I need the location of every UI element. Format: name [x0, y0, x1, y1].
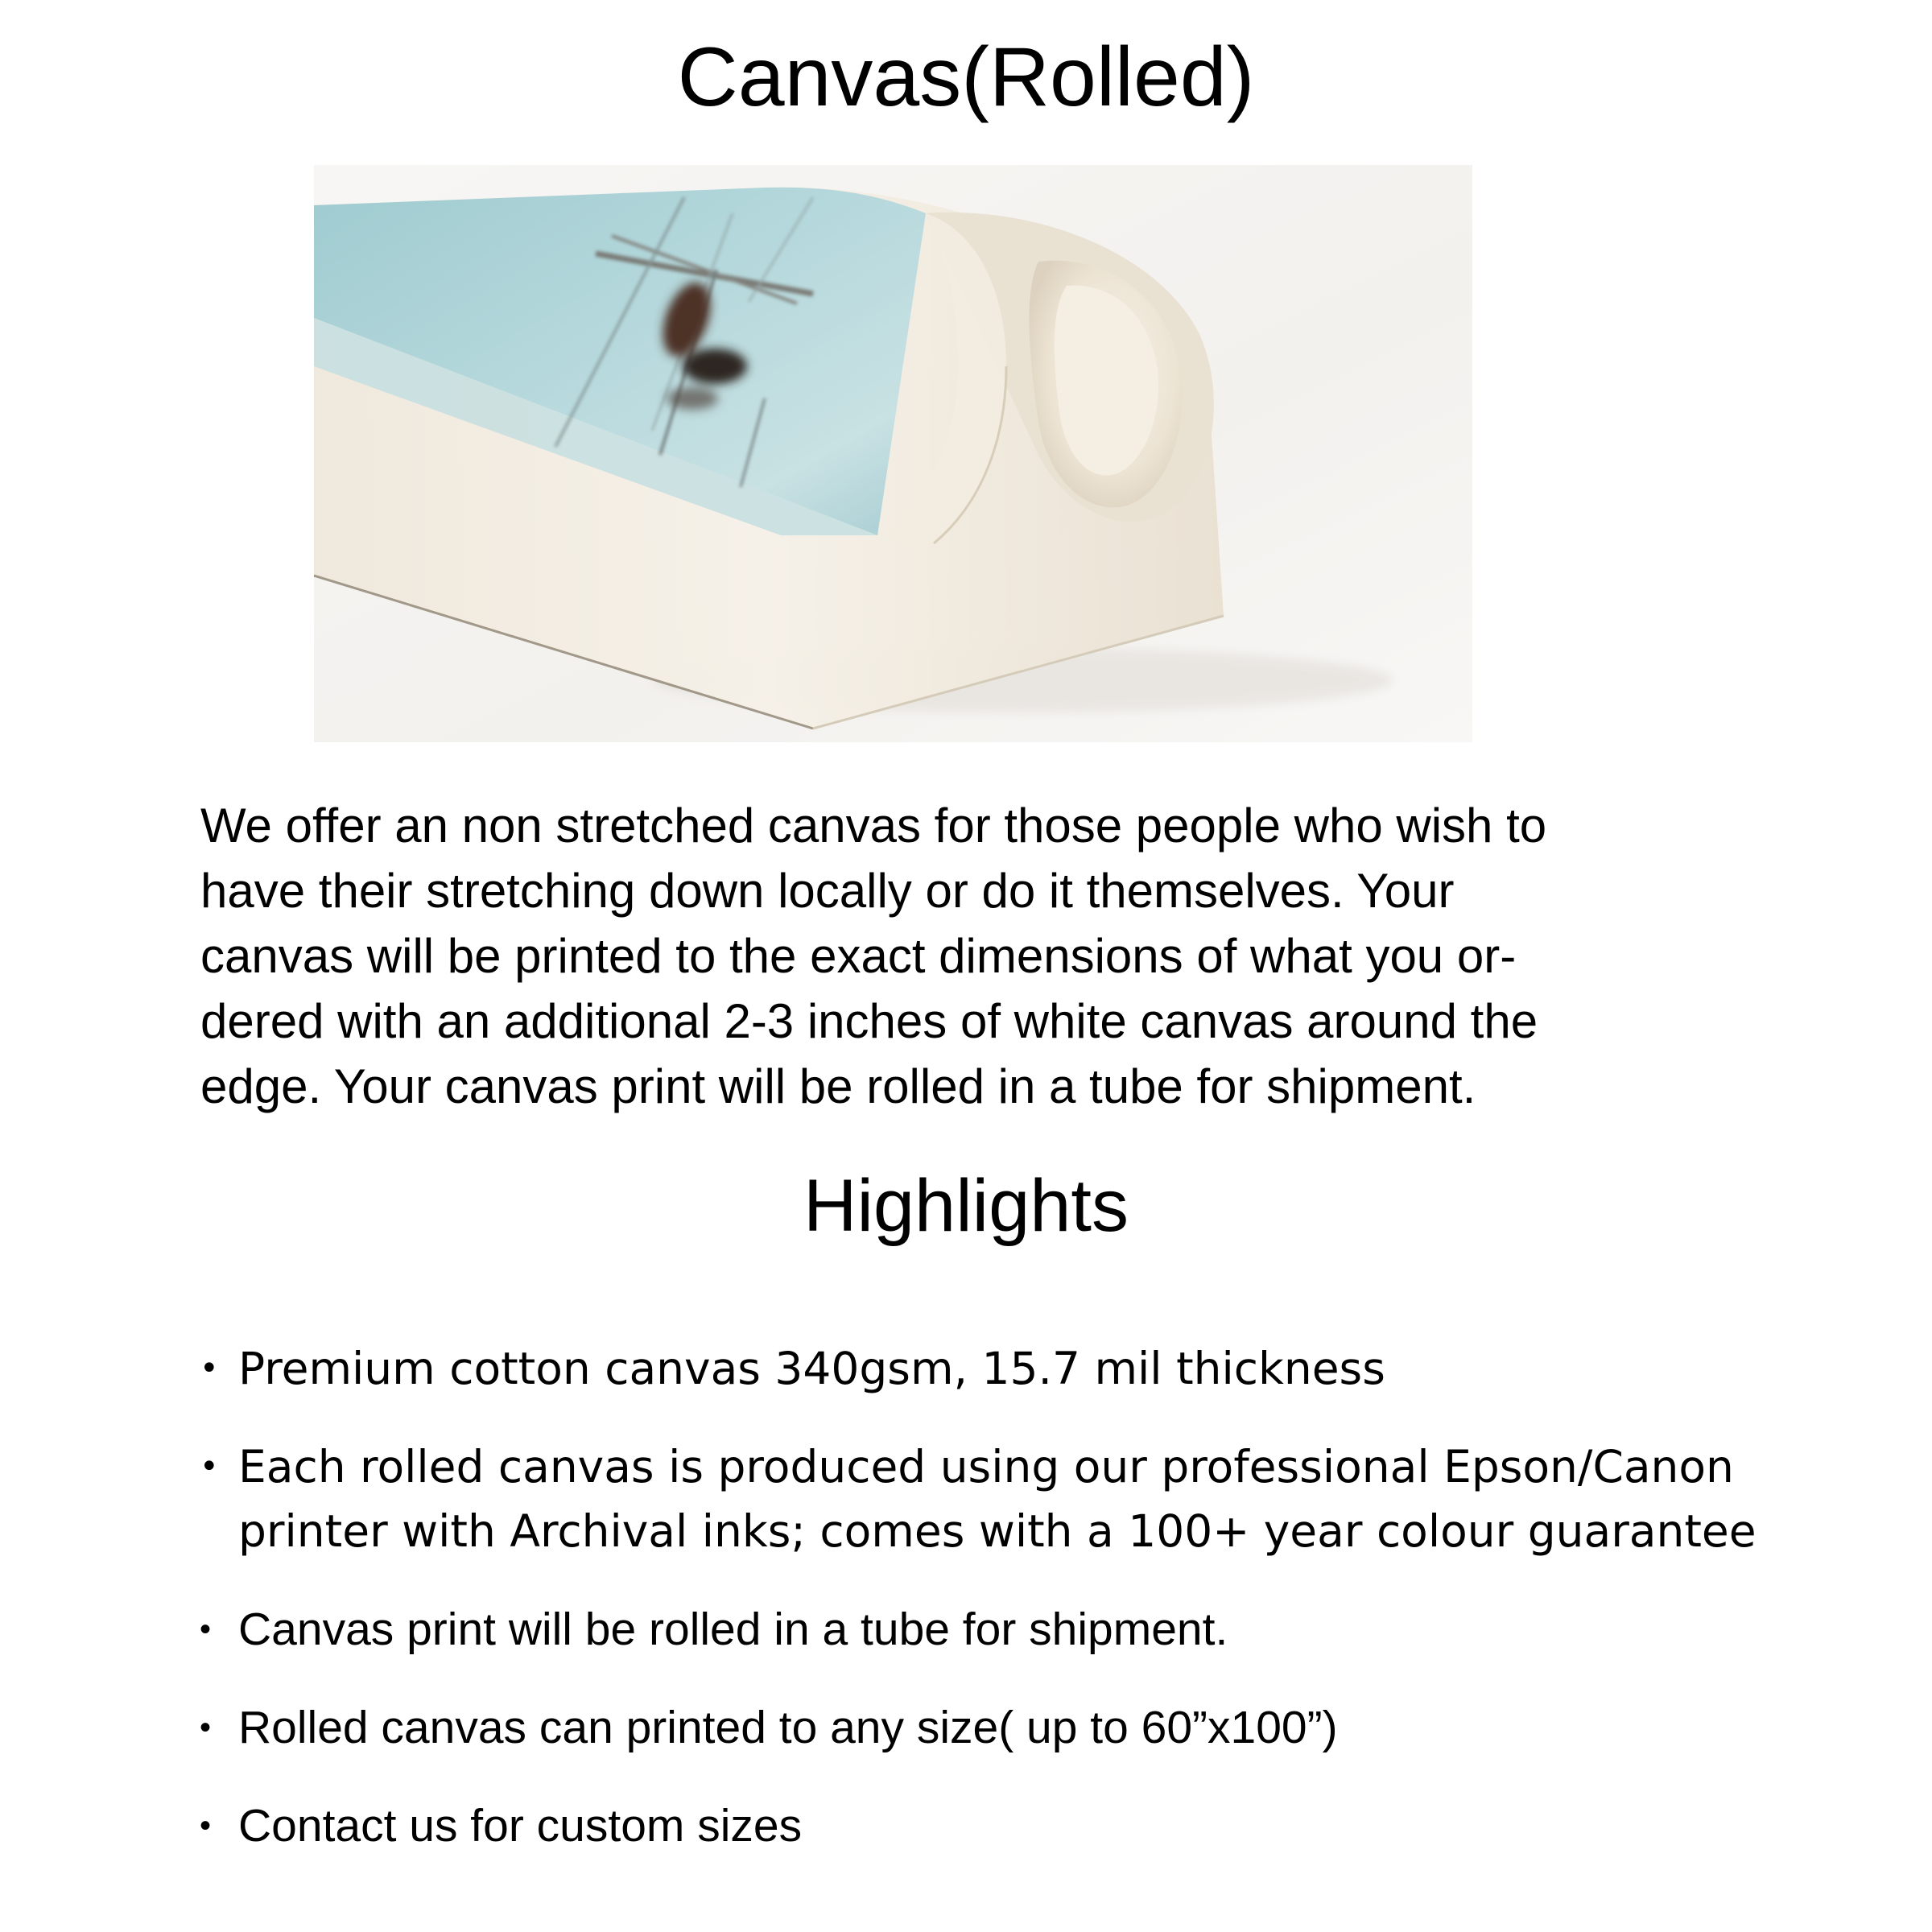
description-line: We offer an non stretched canvas for those people who wish to [200, 799, 1547, 852]
highlight-text: Premium cotton canvas 340gsm, 15.7 mil thickness [238, 1343, 1385, 1394]
highlight-item [200, 1435, 1826, 1563]
highlight-item [200, 1336, 1826, 1401]
highlights-heading: Highlights [803, 1165, 1129, 1247]
highlight-text: printer with Archival inks; comes with a 100+ year colour guarantee [238, 1505, 1757, 1557]
bullet-icon: • [200, 1710, 212, 1745]
page-title: Canvas(Rolled) [677, 31, 1255, 124]
highlight-item [200, 1695, 1826, 1760]
description-line: edge. Your canvas print will be rolled in a tube for shipment. [200, 1059, 1476, 1113]
description-paragraph [200, 793, 1778, 1119]
rolled-canvas-illustration [314, 165, 1472, 742]
highlight-text: Canvas print will be rolled in a tube for shipment. [238, 1604, 1228, 1655]
highlight-text: Rolled canvas can printed to any size( up to 60”x100”) [238, 1702, 1338, 1753]
description-line: dered with an additional 2-3 inches of white canvas around the [200, 994, 1538, 1048]
highlight-text: Contact us for custom sizes [238, 1800, 803, 1852]
highlight-text: Each rolled canvas is produced using our professional Epson/Canon [238, 1441, 1734, 1492]
bullet-icon: • [200, 1350, 219, 1387]
description-line: canvas will be printed to the exact dimensions of what you or- [200, 929, 1517, 983]
highlight-item [200, 1597, 1826, 1662]
highlight-item [200, 1794, 1826, 1858]
bullet-icon: • [200, 1448, 219, 1485]
rolled-canvas-image [314, 165, 1472, 742]
highlights-list [200, 1336, 1826, 1858]
bullet-icon: • [200, 1612, 212, 1647]
description-line: have their stretching down locally or do it themselves. Your [200, 864, 1455, 918]
bullet-icon: • [200, 1808, 212, 1843]
